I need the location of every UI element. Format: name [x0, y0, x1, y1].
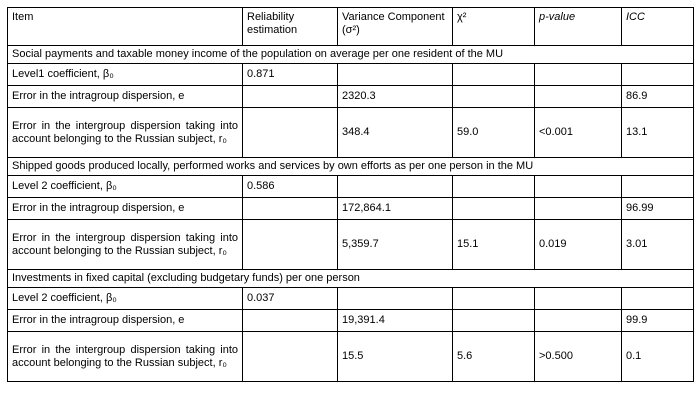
cell-icc [622, 176, 694, 198]
cell-variance: 2320.3 [338, 86, 453, 108]
header-variance: Variance Component (σ²) [338, 8, 453, 46]
results-table [7, 7, 694, 382]
cell-item: Error in the intergroup dispersion taking into account belonging to the Russian subject, r₀ [8, 220, 243, 270]
section-header-row [8, 158, 694, 176]
cell-reliability: 0.871 [243, 64, 338, 86]
cell-icc: 99.9 [622, 310, 694, 332]
cell-variance: 5,359.7 [338, 220, 453, 270]
cell-chi-square [453, 86, 535, 108]
cell-variance: 19,391.4 [338, 310, 453, 332]
cell-variance [338, 288, 453, 310]
cell-p-value [535, 176, 622, 198]
cell-icc: 86.9 [622, 86, 694, 108]
cell-reliability [243, 220, 338, 270]
cell-item: Level 2 coefficient, β₀ [8, 176, 243, 198]
cell-icc [622, 288, 694, 310]
cell-reliability [243, 86, 338, 108]
cell-variance: 172,864.1 [338, 198, 453, 220]
cell-chi-square [453, 64, 535, 86]
cell-p-value: <0.001 [535, 108, 622, 158]
table-row [8, 220, 694, 270]
section-title: Social payments and taxable money income of the population on average per one resident of the MU [8, 46, 694, 64]
cell-reliability [243, 310, 338, 332]
table-row [8, 108, 694, 158]
header-row [8, 8, 694, 46]
section-header-row [8, 46, 694, 64]
cell-variance: 15.5 [338, 332, 453, 382]
cell-chi-square [453, 310, 535, 332]
cell-chi-square [453, 198, 535, 220]
cell-reliability [243, 332, 338, 382]
table-row [8, 198, 694, 220]
cell-icc: 0.1 [622, 332, 694, 382]
cell-item: Error in the intragroup dispersion, e [8, 198, 243, 220]
cell-item: Error in the intergroup dispersion taking into account belonging to the Russian subject, r₀ [8, 332, 243, 382]
table-row [8, 332, 694, 382]
cell-icc: 13.1 [622, 108, 694, 158]
cell-p-value [535, 198, 622, 220]
cell-variance [338, 64, 453, 86]
header-chi-square: χ² [453, 8, 535, 46]
cell-p-value: >0.500 [535, 332, 622, 382]
cell-p-value [535, 64, 622, 86]
table-row [8, 64, 694, 86]
section-header-row [8, 270, 694, 288]
cell-p-value: 0.019 [535, 220, 622, 270]
cell-p-value [535, 86, 622, 108]
results-table-container [7, 7, 693, 382]
cell-reliability [243, 108, 338, 158]
cell-icc [622, 64, 694, 86]
cell-item: Error in the intragroup dispersion, e [8, 310, 243, 332]
cell-variance [338, 176, 453, 198]
cell-item: Error in the intragroup dispersion, e [8, 86, 243, 108]
header-icc: ICC [622, 8, 694, 46]
cell-chi-square [453, 288, 535, 310]
cell-reliability [243, 198, 338, 220]
cell-p-value [535, 310, 622, 332]
header-p-value: p-value [535, 8, 622, 46]
section-title: Investments in fixed capital (excluding budgetary funds) per one person [8, 270, 694, 288]
cell-reliability: 0.037 [243, 288, 338, 310]
table-row [8, 288, 694, 310]
cell-item: Level 2 coefficient, β₀ [8, 288, 243, 310]
cell-chi-square [453, 176, 535, 198]
cell-chi-square: 5.6 [453, 332, 535, 382]
cell-variance: 348.4 [338, 108, 453, 158]
table-row [8, 86, 694, 108]
cell-chi-square: 59.0 [453, 108, 535, 158]
header-item: Item [8, 8, 243, 46]
cell-chi-square: 15.1 [453, 220, 535, 270]
table-body [8, 8, 694, 382]
table-row [8, 176, 694, 198]
table-row [8, 310, 694, 332]
cell-icc: 96.99 [622, 198, 694, 220]
header-reliability: Reliability estimation [243, 8, 338, 46]
cell-reliability: 0.586 [243, 176, 338, 198]
cell-item: Level1 coefficient, β₀ [8, 64, 243, 86]
cell-icc: 3.01 [622, 220, 694, 270]
cell-p-value [535, 288, 622, 310]
cell-item: Error in the intergroup dispersion taking into account belonging to the Russian subject, r₀ [8, 108, 243, 158]
section-title: Shipped goods produced locally, performed works and services by own efforts as per one person in the MU [8, 158, 694, 176]
